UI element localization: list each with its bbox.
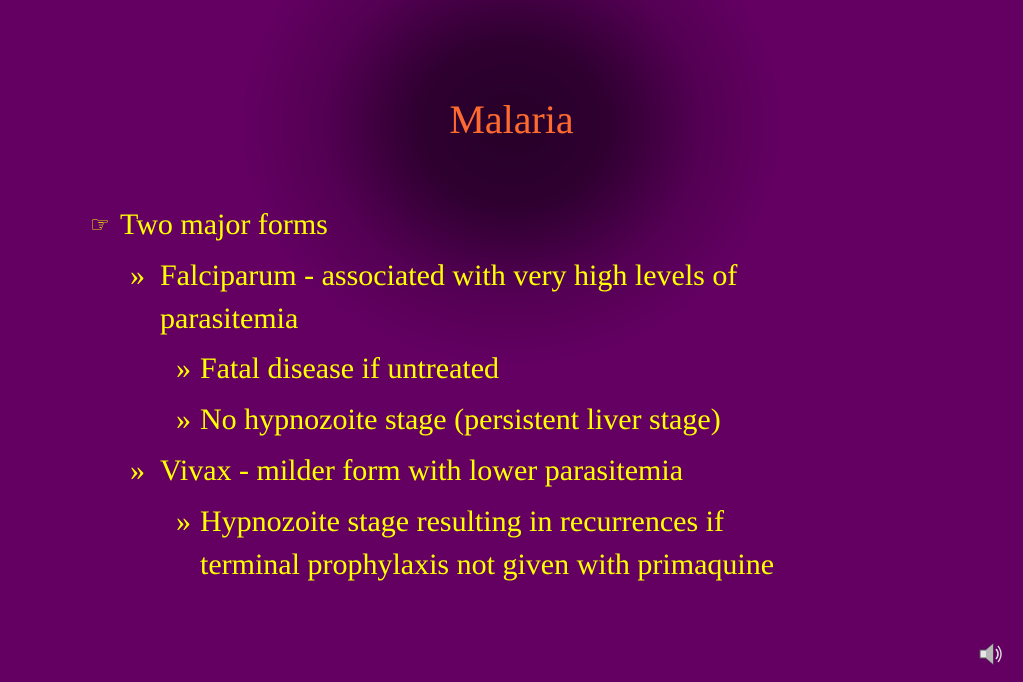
bullet-no-hypnozoite: No hypnozoite stage (persistent liver stage) xyxy=(200,403,721,436)
speaker-icon[interactable] xyxy=(978,641,1002,667)
slide-title: Malaria xyxy=(449,97,574,142)
bullet-two-major-forms: Two major forms xyxy=(120,208,328,241)
bullet-falciparum-line1: Falciparum - associated with very high levels of xyxy=(160,259,738,292)
bullet-fatal-disease: Fatal disease if untreated xyxy=(200,352,500,385)
pointing-hand-icon: ☞ xyxy=(90,212,110,237)
bullet-falciparum-line2: parasitemia xyxy=(160,302,299,335)
guillemet-icon: » xyxy=(130,454,145,487)
bullet-hypnozoite-line2: terminal prophylaxis not given with primaquine xyxy=(200,548,775,581)
bullet-hypnozoite-line1: Hypnozoite stage resulting in recurrences if xyxy=(200,505,724,538)
guillemet-icon: » xyxy=(176,505,191,538)
bullet-vivax: Vivax - milder form with lower parasitemia xyxy=(160,454,684,487)
guillemet-icon: » xyxy=(176,403,191,436)
guillemet-icon: » xyxy=(176,352,191,385)
guillemet-icon: » xyxy=(130,259,145,292)
